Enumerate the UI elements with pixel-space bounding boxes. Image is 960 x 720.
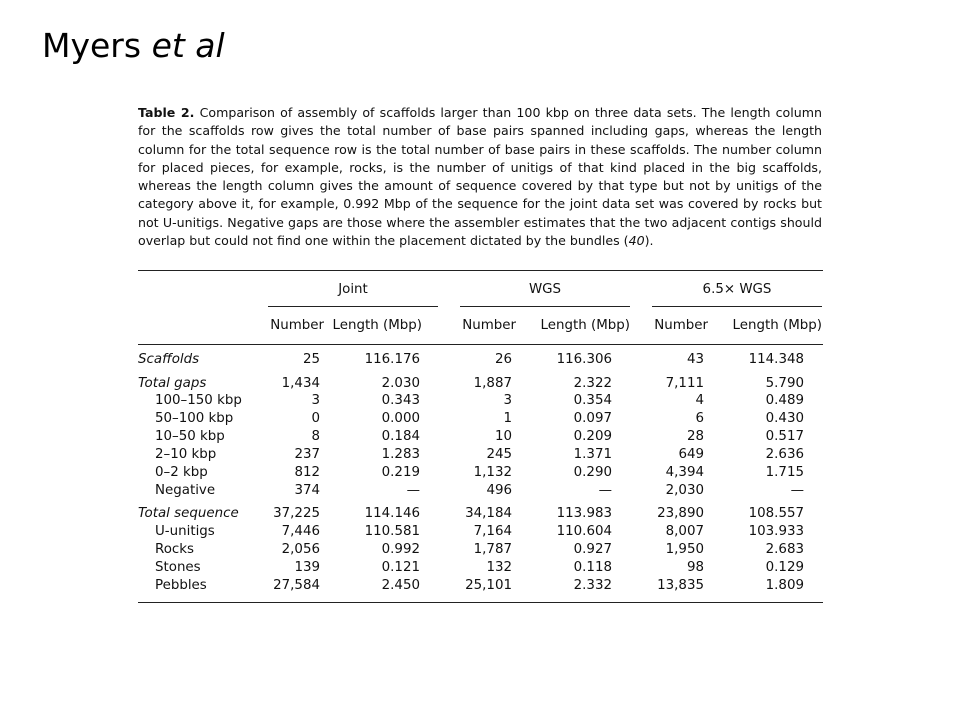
- table-cell: 132: [486, 560, 512, 575]
- table-cell: 2,056: [281, 542, 320, 557]
- table-cell: 43: [686, 352, 704, 367]
- table-cell: 1,950: [665, 542, 704, 557]
- table-cell: 98: [686, 560, 704, 575]
- table-cell: 2,030: [665, 483, 704, 498]
- table-cell: 26: [494, 352, 512, 367]
- table-row: [0, 482, 960, 500]
- table-cell: 245: [486, 447, 512, 462]
- table-cell: 8: [311, 429, 320, 444]
- table-cell: 1: [503, 411, 512, 426]
- table-cell: 0.209: [573, 429, 612, 444]
- col-header-joint-length: Length (Mbp): [332, 318, 422, 333]
- table-cell: —: [598, 483, 612, 498]
- table-cell: 4,394: [665, 465, 704, 480]
- col-header-wgs-number: Number: [462, 318, 516, 333]
- table-cell: 237: [294, 447, 320, 462]
- table-cell: 374: [294, 483, 320, 498]
- table-row: [0, 577, 960, 595]
- row-label: 10–50 kbp: [155, 429, 225, 444]
- row-label: Total sequence: [138, 506, 239, 521]
- table-cell: 0.354: [573, 393, 612, 408]
- table-cell: 812: [294, 465, 320, 480]
- table-cell: 1.809: [765, 578, 804, 593]
- row-label: Pebbles: [155, 578, 207, 593]
- table-cell: 0.489: [765, 393, 804, 408]
- table-cell: 0.992: [381, 542, 420, 557]
- table-cell: 1,787: [473, 542, 512, 557]
- table-row: [0, 392, 960, 410]
- row-label: 2–10 kbp: [155, 447, 217, 462]
- row-label: 50–100 kbp: [155, 411, 234, 426]
- table-cell: 7,111: [665, 376, 704, 391]
- table-cell: 2.636: [765, 447, 804, 462]
- table-row: [0, 351, 960, 369]
- table-cell: 116.176: [364, 352, 420, 367]
- table-cell: 4: [695, 393, 704, 408]
- table-cell: 1.283: [381, 447, 420, 462]
- table-cell: 649: [678, 447, 704, 462]
- row-label: Total gaps: [138, 376, 207, 391]
- table-cell: 34,184: [465, 506, 512, 521]
- table-cell: 0.097: [573, 411, 612, 426]
- table-cell: 1,434: [281, 376, 320, 391]
- table-row: [0, 428, 960, 446]
- table-cell: 108.557: [748, 506, 804, 521]
- table-cell: 1,887: [473, 376, 512, 391]
- table-cell: 0.118: [573, 560, 612, 575]
- group-header-wgs: WGS: [528, 282, 562, 297]
- table-cell: 5.790: [765, 376, 804, 391]
- row-label: Stones: [155, 560, 201, 575]
- table-cell: 2.332: [573, 578, 612, 593]
- table-cell: 0.184: [381, 429, 420, 444]
- table-cell: —: [406, 483, 420, 498]
- table-cell: 114.348: [748, 352, 804, 367]
- col-header-joint-number: Number: [270, 318, 324, 333]
- col-header-65x-number: Number: [654, 318, 708, 333]
- table-bottom-rule: [138, 602, 823, 603]
- table-cell: 110.581: [364, 524, 420, 539]
- table-cell: 7,446: [281, 524, 320, 539]
- table-cell: 8,007: [665, 524, 704, 539]
- table-cell: 116.306: [556, 352, 612, 367]
- group-header-joint: Joint: [338, 282, 368, 297]
- table-top-rule: [138, 270, 823, 271]
- table-header-rule: [138, 344, 823, 345]
- table-cell: 28: [686, 429, 704, 444]
- caption-text: Comparison of assembly of scaffolds larger than 100 kbp on three data sets. The length column for the scaffolds row gives the total number of base pairs spanned including gaps, whereas the length column for the total sequence row is the total number of base pairs in these scaffolds. The number column for placed pieces, for example, rocks, is the number of unitigs of that kind placed in the big scaffolds, whereas the length column gives the amount of sequence covered by that type but not by unitigs of the category above it, for example, 0.992 Mbp of the sequence for the joint data set was covered by rocks but not U-unitigs. Negative gaps are those where the assembler estimates that the two adjacent contigs should overlap but could not find one within the placement dictated by the bundles (: [138, 105, 822, 249]
- table-cell: 3: [503, 393, 512, 408]
- table-cell: 2.322: [573, 376, 612, 391]
- table-cell: 27,584: [273, 578, 320, 593]
- table-row: [0, 375, 960, 393]
- table-cell: 0: [311, 411, 320, 426]
- table-cell: 496: [486, 483, 512, 498]
- group-header-6-5x-wgs: 6.5× WGS: [702, 282, 772, 297]
- table-row: [0, 559, 960, 577]
- row-label: Negative: [155, 483, 216, 498]
- table-cell: 7,164: [473, 524, 512, 539]
- row-label: U-unitigs: [155, 524, 215, 539]
- row-label: 100–150 kbp: [155, 393, 242, 408]
- table-cell: 2.450: [381, 578, 420, 593]
- table-cell: 0.927: [573, 542, 612, 557]
- table-cell: 2.683: [765, 542, 804, 557]
- table-row: [0, 446, 960, 464]
- table-cell: 0.290: [573, 465, 612, 480]
- table-cell: 1,132: [473, 465, 512, 480]
- table-cell: 113.983: [556, 506, 612, 521]
- table-cell: 1.715: [765, 465, 804, 480]
- table-cell: 0.129: [765, 560, 804, 575]
- table-cell: 25: [302, 352, 320, 367]
- table-cell: 110.604: [556, 524, 612, 539]
- table-cell: —: [790, 483, 804, 498]
- group-rule-6-5x-wgs: [652, 306, 822, 307]
- table-cell: 0.430: [765, 411, 804, 426]
- group-rule-joint: [268, 306, 438, 307]
- group-rule-wgs: [460, 306, 630, 307]
- slide-title: [42, 24, 225, 68]
- table-cell: 103.933: [748, 524, 804, 539]
- table-cell: 13,835: [657, 578, 704, 593]
- caption-ref: 40: [628, 233, 645, 249]
- table-cell: 0.000: [381, 411, 420, 426]
- table-cell: 10: [494, 429, 512, 444]
- table-cell: 0.343: [381, 393, 420, 408]
- table-row: [0, 410, 960, 428]
- title-authors: Myers: [42, 26, 142, 65]
- row-label: Rocks: [155, 542, 194, 557]
- table-cell: 114.146: [364, 506, 420, 521]
- table-cell: 2.030: [381, 376, 420, 391]
- table-cell: 0.121: [381, 560, 420, 575]
- col-header-65x-length: Length (Mbp): [732, 318, 822, 333]
- row-label: 0–2 kbp: [155, 465, 208, 480]
- table-cell: 139: [294, 560, 320, 575]
- table-cell: 0.517: [765, 429, 804, 444]
- table-cell: 37,225: [273, 506, 320, 521]
- caption-label: Table 2.: [138, 105, 195, 120]
- table-cell: 25,101: [465, 578, 512, 593]
- table-caption: [138, 104, 822, 250]
- row-label: Scaffolds: [138, 352, 200, 367]
- table-row: [0, 505, 960, 523]
- table-cell: 0.219: [381, 465, 420, 480]
- table-cell: 23,890: [657, 506, 704, 521]
- caption-tail: ).: [644, 233, 654, 249]
- table-cell: 6: [695, 411, 704, 426]
- table-row: [0, 464, 960, 482]
- title-et-al: et al: [151, 26, 225, 65]
- col-header-wgs-length: Length (Mbp): [540, 318, 630, 333]
- table-cell: 3: [311, 393, 320, 408]
- table-row: [0, 523, 960, 541]
- table-cell: 1.371: [573, 447, 612, 462]
- table-row: [0, 541, 960, 559]
